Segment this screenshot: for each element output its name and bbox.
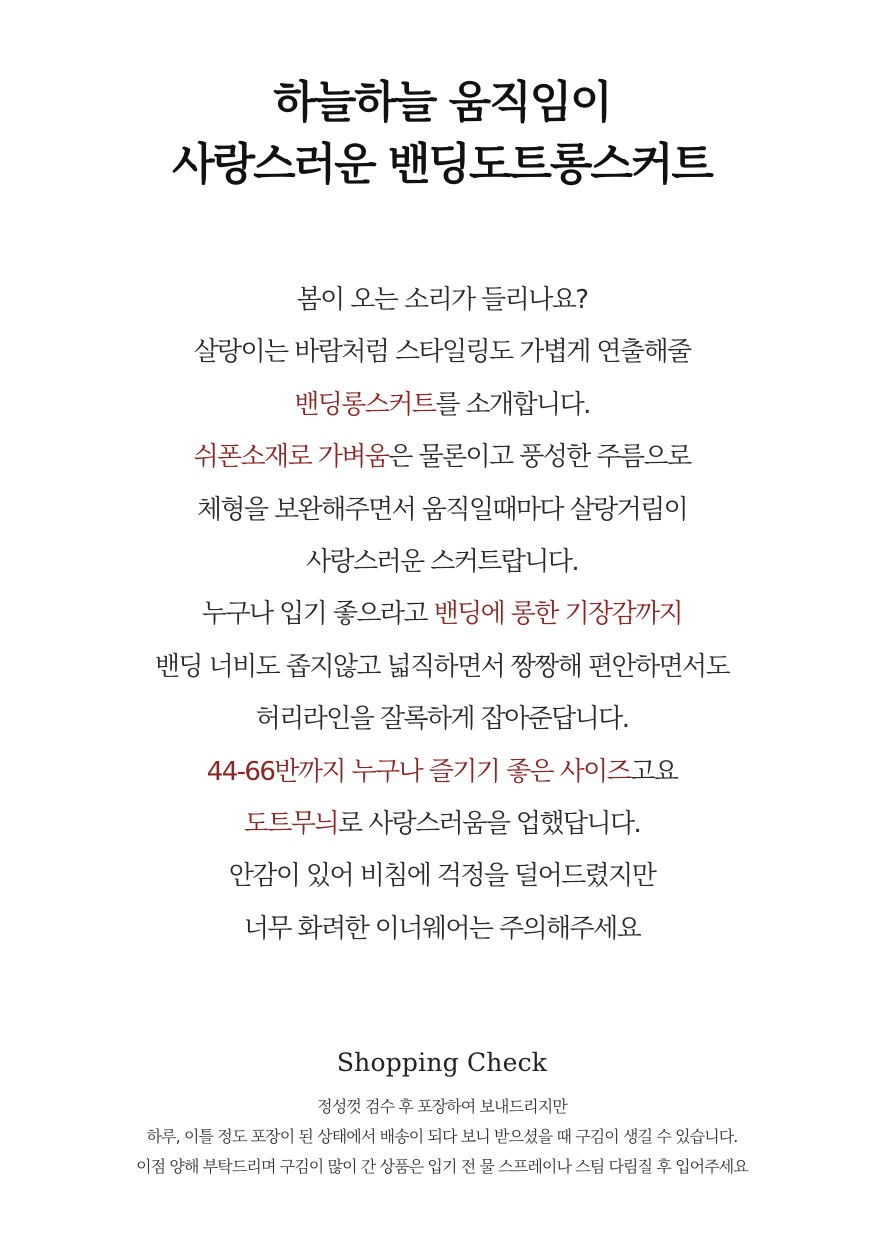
shopping-check-notes xyxy=(0,1092,884,1182)
description-line xyxy=(0,274,884,326)
description-line xyxy=(0,903,884,955)
description-line xyxy=(0,641,884,693)
description-line xyxy=(0,798,884,850)
shopping-check-note: 이점 양해 부탁드리며 구김이 많이 간 상품은 입기 전 물 스프레이나 스팀 다림질 후 입어주세요 xyxy=(136,1157,748,1176)
description-line xyxy=(0,536,884,588)
description-text: 은 물론이고 풍성한 주름으로 xyxy=(388,442,691,473)
headline-line-2: 사랑스러운 밴딩도트롱스커트 xyxy=(172,139,712,190)
description-text: 봄이 오는 소리가 들리나요? xyxy=(296,285,588,315)
description-text: 살랑이는 바람처럼 스타일링도 가볍게 연출해줄 xyxy=(193,337,691,368)
description-text: 누구나 입기 좋으라고 xyxy=(201,599,434,630)
description-text: 사랑스러운 스커트랍니다. xyxy=(305,547,578,578)
highlight-text: 밴딩롱스커트 xyxy=(294,389,436,420)
description-line xyxy=(0,326,884,378)
description-line xyxy=(0,850,884,902)
highlight-text: 도트무늬 xyxy=(243,809,338,840)
product-description xyxy=(0,274,884,955)
description-text: 로 사랑스러움을 업했답니다. xyxy=(337,809,641,840)
highlight-text: 쉬폰소재로 가벼움 xyxy=(193,442,389,473)
shopping-check-heading: Shopping Check xyxy=(336,1048,548,1077)
shopping-check-note: 정성껏 검수 후 포장하여 보내드리지만 xyxy=(317,1097,567,1116)
description-text: 안감이 있어 비침에 걱정을 덜어드렸지만 xyxy=(228,861,656,892)
description-line xyxy=(0,693,884,745)
description-line xyxy=(0,484,884,536)
description-line xyxy=(0,746,884,798)
highlight-text: 밴딩에 롱한 기장감까지 xyxy=(433,599,683,630)
description-text: 고요 xyxy=(630,756,678,787)
headline-line-1: 하늘하늘 움직임이 xyxy=(273,77,611,128)
shopping-check-note: 하루, 이틀 정도 포장이 된 상태에서 배송이 되다 보니 받으셨을 때 구김이 생길 수 있습니다. xyxy=(146,1127,738,1146)
product-headline xyxy=(0,72,884,196)
description-line xyxy=(0,588,884,640)
highlight-text: 44-66반까지 누구나 즐기기 좋은 사이즈 xyxy=(206,756,631,787)
description-text: 를 소개합니다. xyxy=(435,389,590,420)
description-text: 체형을 보완해주면서 움직일때마다 살랑거림이 xyxy=(196,494,688,525)
description-line xyxy=(0,431,884,483)
description-text: 너무 화려한 이너웨어는 주의해주세요 xyxy=(243,913,641,944)
description-line xyxy=(0,379,884,431)
description-text: 밴딩 너비도 좁지않고 넓직하면서 짱짱해 편안하면서도 xyxy=(154,651,730,682)
description-text: 허리라인을 잘록하게 잡아준답니다. xyxy=(255,704,629,735)
